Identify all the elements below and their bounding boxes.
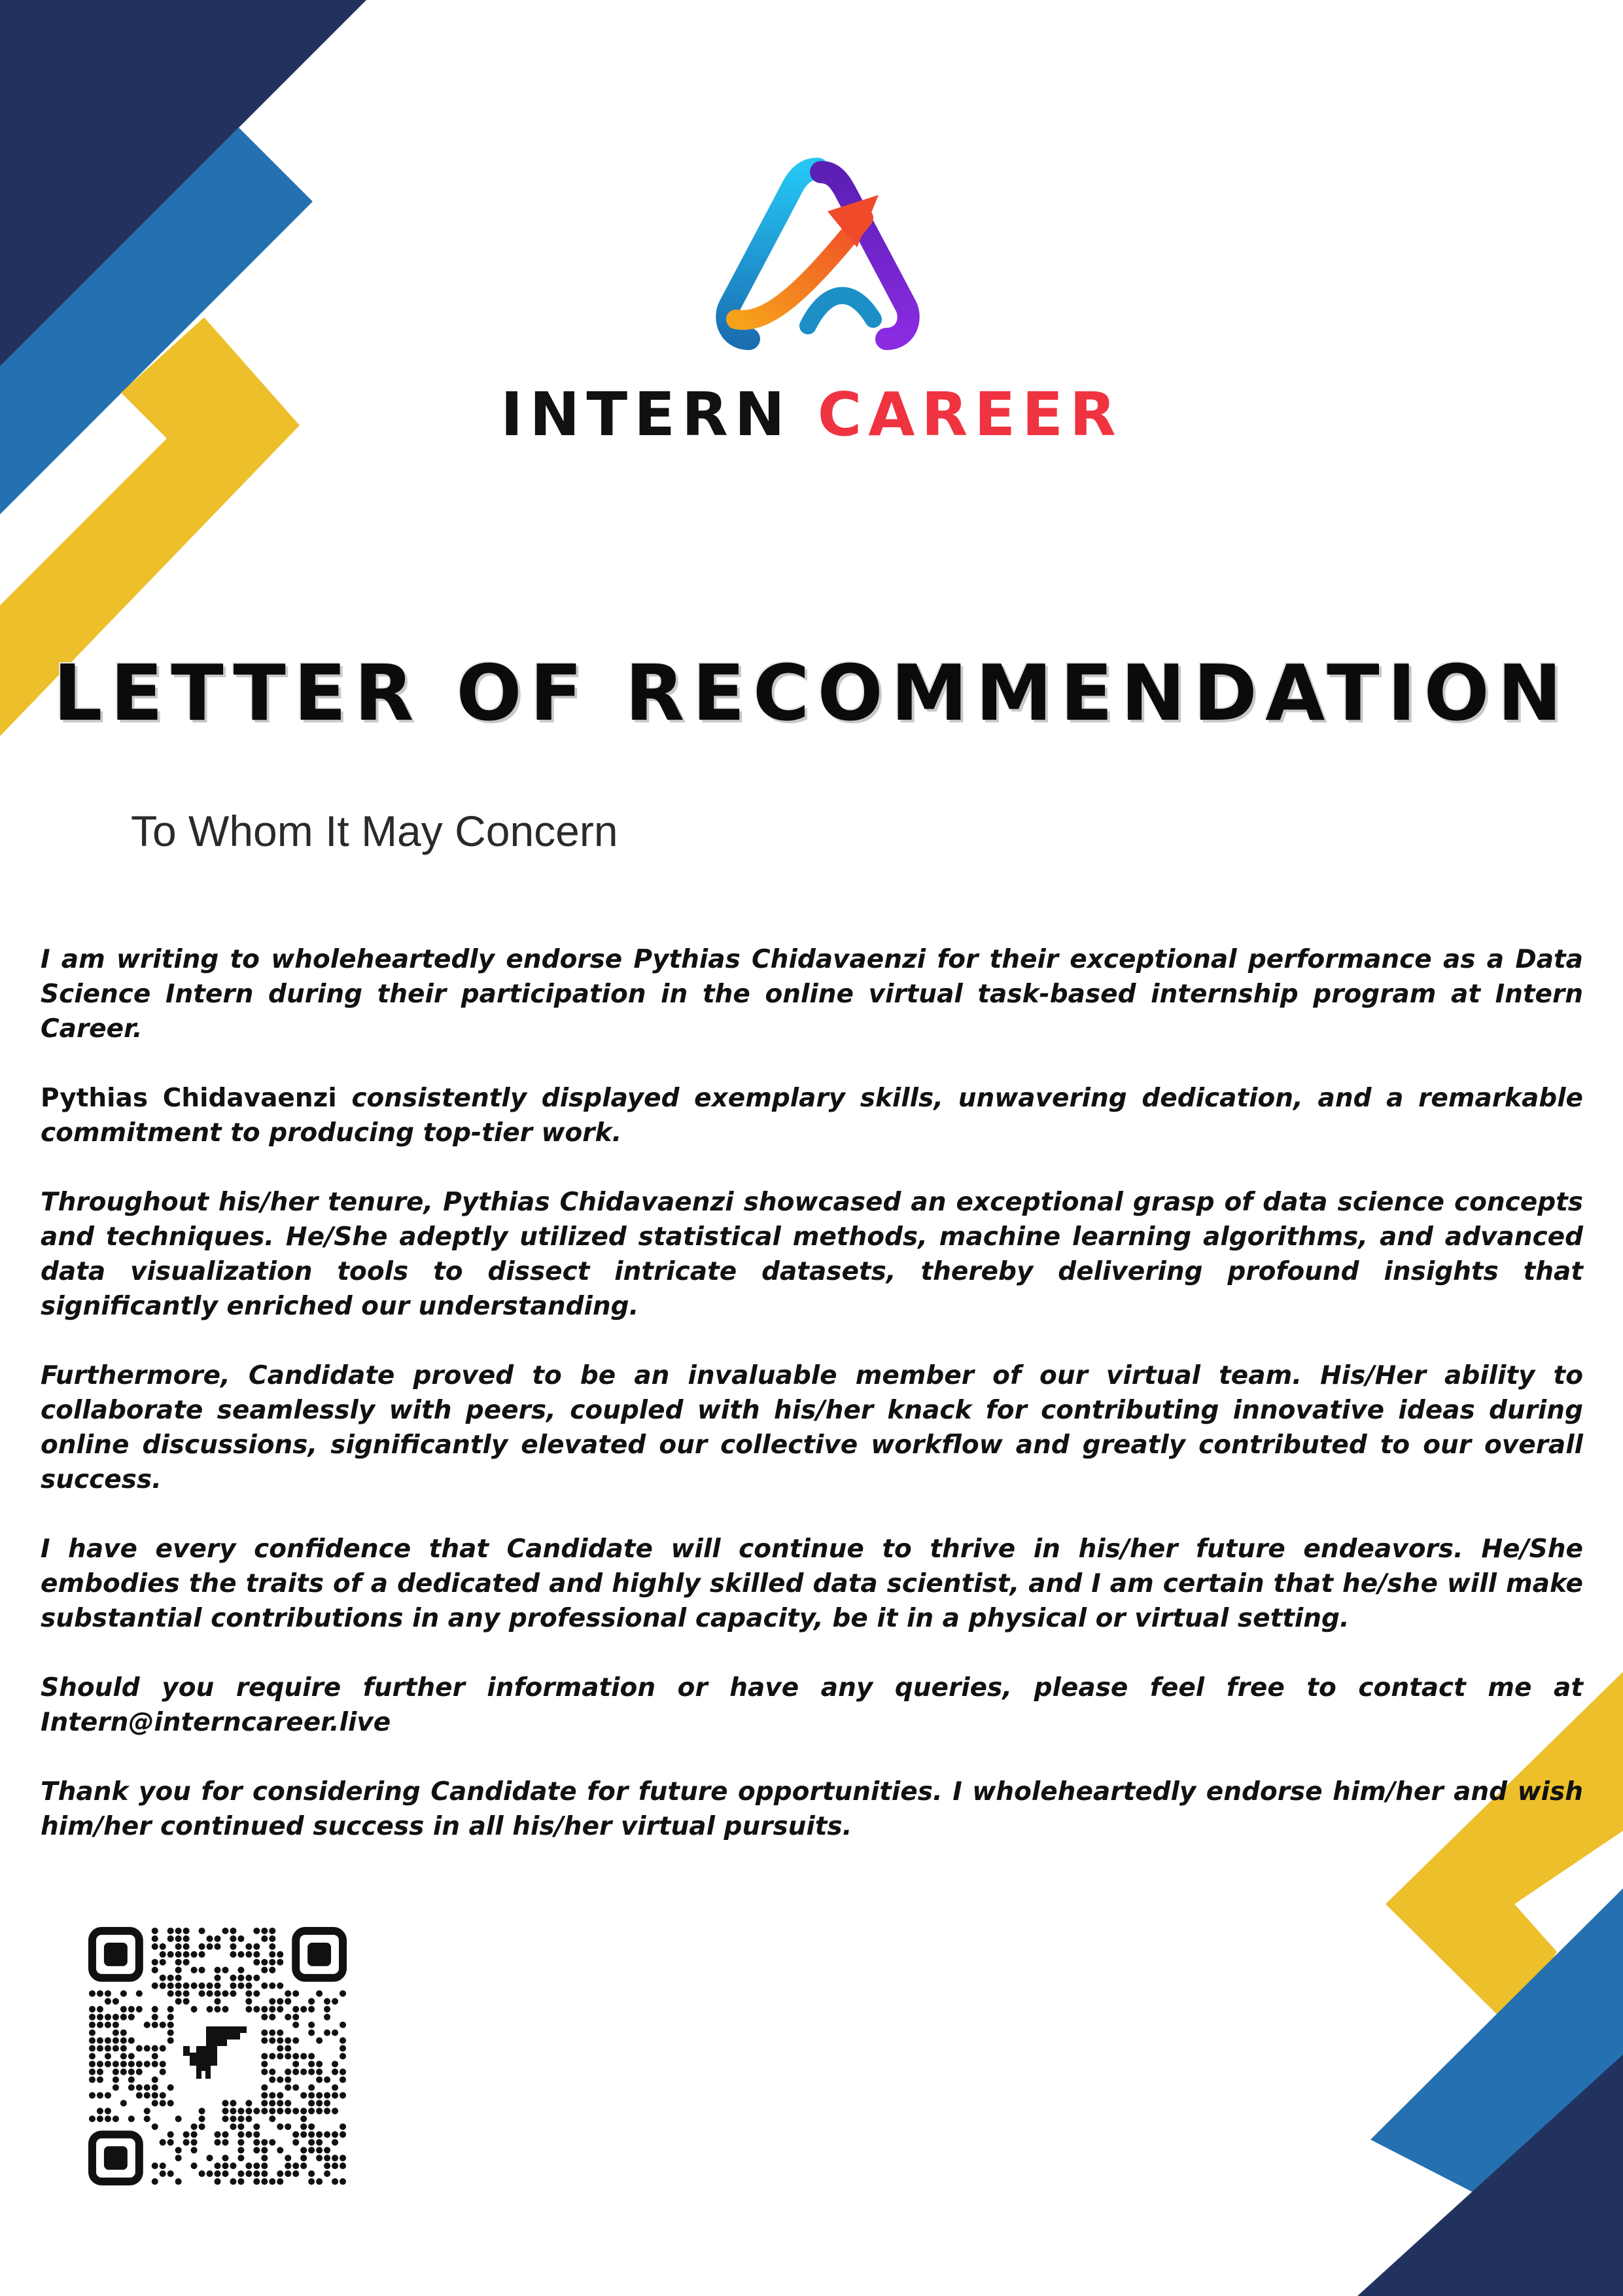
letter-body [41, 942, 1583, 1879]
paragraph-7: Thank you for considering Candidate for future opportunities. I wholeheartedly endorse him/her and wish him/her continued success in all his/her virtual pursuits. [41, 1777, 1583, 1841]
brand-name [0, 380, 1623, 450]
paragraph-2 [41, 1081, 1583, 1150]
paragraph-1 [41, 942, 1583, 1046]
paragraph-6: Should you require further information or have any queries, please feel free to contact me at Intern@interncareer.live [41, 1673, 1583, 1737]
paragraph-1-text-b: for their exceptional performance as a Data Science Intern during their participation in the online virtual task-based internship program at Intern Career. [41, 945, 1583, 1044]
paragraph-3-text-a: Throughout his/her tenure, [41, 1188, 444, 1217]
brand-word-intern: INTERN [500, 380, 792, 450]
greeting: To Whom It May Concern [131, 807, 618, 855]
letter-title: LETTER OF RECOMMENDATION [53, 648, 1570, 738]
candidate-name: Pythias Chidavaenzi [41, 1084, 337, 1113]
paragraph-2-text: consistently displayed exemplary skills, unwavering dedication, and a remarkable commitment to producing top-tier work. [41, 1084, 1584, 1148]
paragraph-1-text-a: I am writing to wholeheartedly endorse [41, 945, 634, 974]
paragraph-3 [41, 1185, 1583, 1324]
paragraph-4: Furthermore, Candidate proved to be an invaluable member of our virtual team. His/Her ability to collaborate seamlessly with peers, coupled with his/her knack for contributing innovative ideas during online discussions, significantly elevated our collective workflow and greatly contributed to our overall success. [41, 1361, 1583, 1494]
qr-code-icon[interactable] [88, 1927, 347, 2185]
candidate-name: Pythias Chidavaenzi [443, 1188, 734, 1217]
brand-word-career: CAREER [817, 380, 1123, 450]
paragraph-5: I have every confidence that Candidate will continue to thrive in his/her future endeavors. He/She embodies the traits of a dedicated and highly skilled data scientist, and I am certain that he/she will make substantial contributions in any professional capacity, be it in a physical or virtual setting. [41, 1534, 1583, 1633]
paragraph-3-text-b: showcased an exceptional grasp of data science concepts and techniques. He/She adeptly utilized statistical methods, machine learning algorithms, and advanced data visualization tools to dissect intricate datasets, thereby delivering profound insights that significantly enriched our understanding. [41, 1188, 1583, 1321]
intern-career-logo-icon [710, 156, 932, 359]
candidate-name: Pythias Chidavaenzi [633, 945, 926, 974]
